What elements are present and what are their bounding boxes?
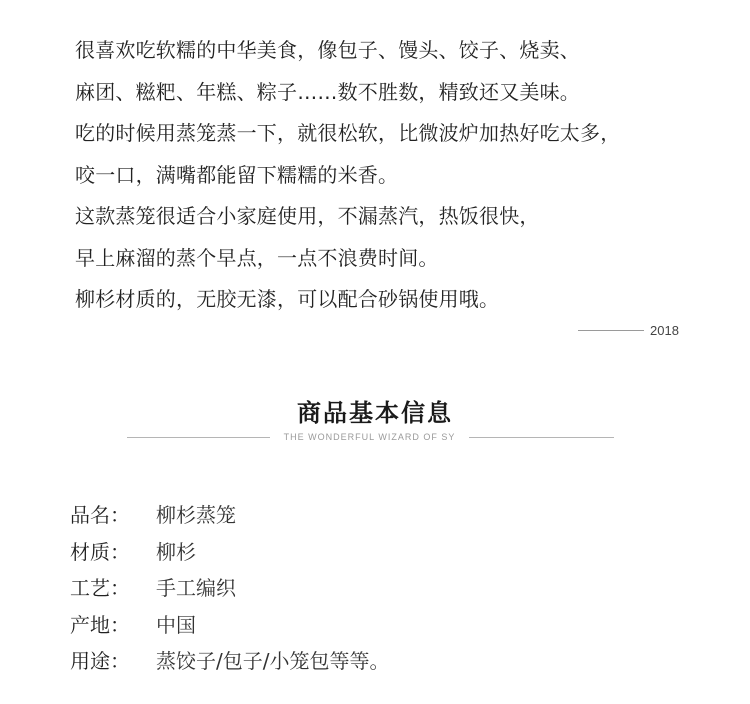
- intro-paragraph: [75, 30, 715, 321]
- info-row-origin: [70, 610, 670, 647]
- product-info-list: [70, 500, 670, 683]
- intro-line: 咬一口，满嘴都能留下糯糯的米香。: [75, 162, 399, 187]
- info-row-material: [70, 537, 670, 574]
- info-label: 用途：: [70, 649, 130, 673]
- year-divider: [578, 330, 644, 331]
- info-row-name: [70, 500, 670, 537]
- intro-line: 柳杉材质的，无胶无漆，可以配合砂锅使用哦。: [75, 287, 500, 311]
- info-label: 产地：: [70, 612, 130, 637]
- info-value: 柳杉: [156, 539, 196, 564]
- section-title: 商品基本信息: [297, 399, 453, 427]
- intro-line: 很喜欢吃软糯的中华美食，像包子、馒头、饺子、烧卖、: [75, 38, 580, 62]
- info-value: 柳杉蒸笼: [156, 503, 236, 527]
- info-value: 手工编织: [156, 576, 236, 600]
- section-divider-left: [127, 437, 270, 438]
- info-label: 品名：: [70, 503, 130, 527]
- info-label: 材质：: [70, 539, 130, 564]
- info-label: 工艺：: [70, 576, 130, 600]
- section-subtitle: THE WONDERFUL WIZARD OF SY: [283, 432, 456, 442]
- intro-line: 这款蒸笼很适合小家庭使用，不漏蒸汽，热饭很快，: [75, 204, 540, 228]
- info-value: 蒸饺子/包子/小笼包等等。: [156, 649, 390, 673]
- info-value: 中国: [156, 612, 196, 637]
- intro-line: 早上麻溜的蒸个早点，一点不浪费时间。: [75, 245, 439, 270]
- section-divider-right: [469, 437, 614, 438]
- intro-line: 吃的时候用蒸笼蒸一下，就很松软，比微波炉加热好吃太多，: [75, 121, 621, 145]
- info-row-usage: [70, 646, 670, 683]
- year-text: 2018: [650, 323, 679, 338]
- year-mark: [578, 322, 688, 340]
- info-row-craft: [70, 573, 670, 610]
- intro-line: 麻团、糍粑、年糕、粽子……数不胜数，精致还又美味。: [75, 79, 580, 104]
